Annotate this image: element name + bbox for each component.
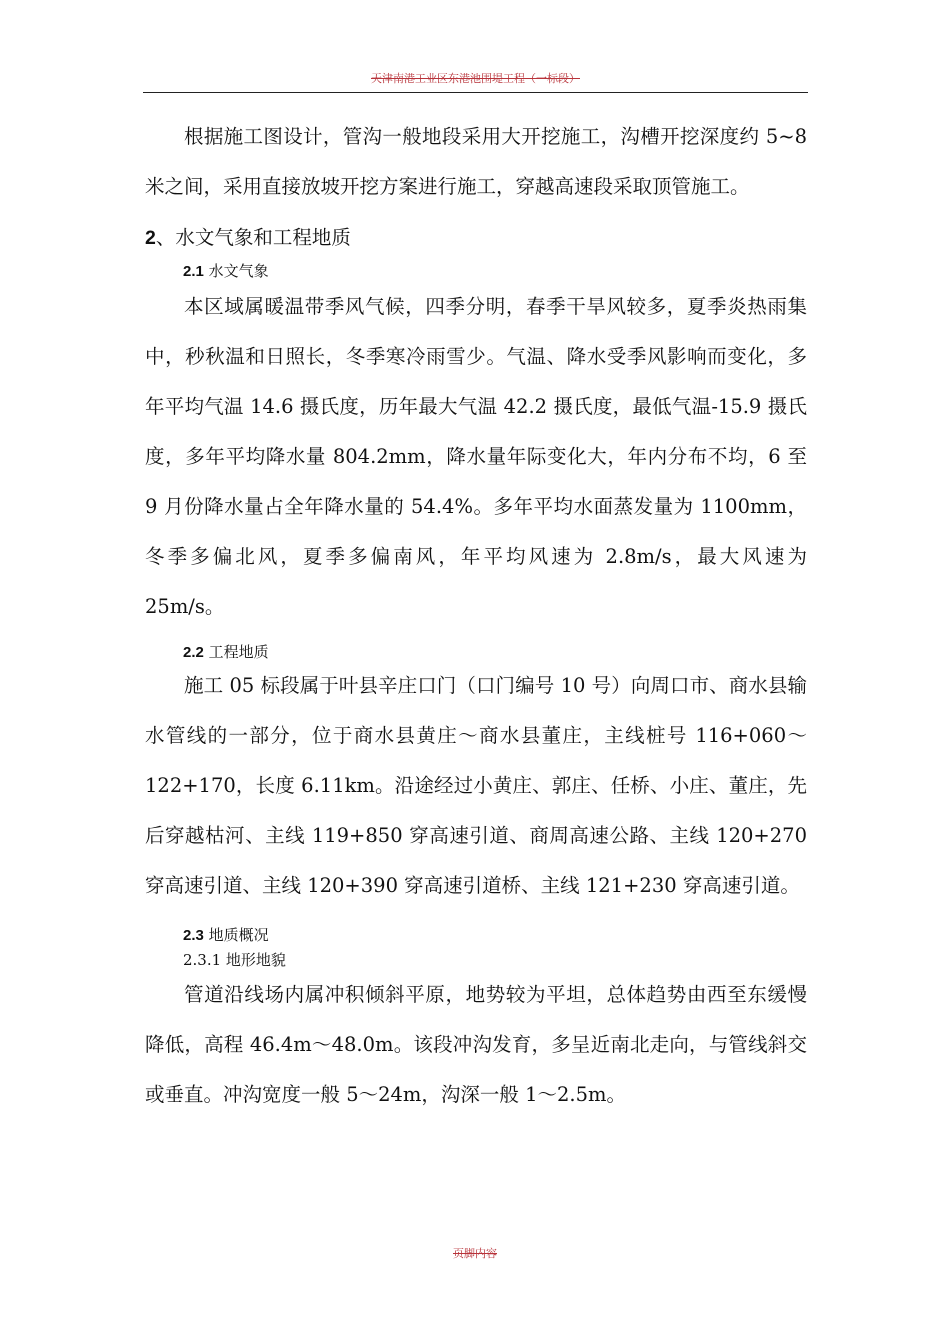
section-heading-2-3 <box>183 925 807 946</box>
section-2-2-title: 工程地质 <box>203 643 269 661</box>
section-2-2-number: 2.2 <box>183 644 204 661</box>
section-2-3-title: 地质概况 <box>203 926 269 944</box>
paragraph-engineering-geology: 施工 05 标段属于叶县辛庄口门（口门编号 10 号）向周口市、商水县输水管线的一部分，位于商水县黄庄～商水县董庄，主线桩号 116+060～122+170，长度 6.11km。沿途经过小黄庄、郭庄、任桥、小庄、董庄，先后穿越枯河、主线 119+850 穿高速引道、商周高速公路、主线 120+270 穿高速引道、主线 120+390 穿高速引道桥、主线 121+230 穿高速引道。 <box>145 674 807 897</box>
paragraph-terrain: 管道沿线场内属冲积倾斜平原，地势较为平坦，总体趋势由西至东缓慢降低，高程 46.4m～48.0m。该段冲沟发育，多呈近南北走向，与管线斜交或垂直。冲沟宽度一般 5～24m，沟深一般 1～2.5m。 <box>145 983 807 1106</box>
footer-text: 页脚内容 <box>453 1247 497 1260</box>
section-2-1-title: 水文气象 <box>203 262 269 280</box>
section-heading-2-2 <box>183 642 807 663</box>
section-2-number: 2 <box>145 227 156 249</box>
section-heading-2-3-1: 2.3.1 地形地貌 <box>183 951 286 969</box>
page-header <box>143 70 808 93</box>
section-2-3-number: 2.3 <box>183 927 204 944</box>
section-heading-2 <box>145 225 807 251</box>
page-footer <box>0 1245 950 1261</box>
section-heading-2-1 <box>183 261 807 282</box>
header-title: 天津南港工业区东港池围堤工程（一标段） <box>371 72 580 85</box>
paragraph-construction-method: 根据施工图设计，管沟一般地段采用大开挖施工，沟槽开挖深度约 5~8 米之间，采用直接放坡开挖方案进行施工，穿越高速段采取顶管施工。 <box>145 125 807 198</box>
section-2-title: 、水文气象和工程地质 <box>155 226 351 249</box>
paragraph-hydrology-climate: 本区域属暖温带季风气候，四季分明，春季干旱风较多，夏季炎热雨集中，秒秋温和日照长，冬季寒冷雨雪少。气温、降水受季风影响而变化，多年平均气温 14.6 摄氏度，历年最大气温 42.2 摄氏度，最低气温-15.9 摄氏度，多年平均降水量 804.2mm，降水量年际变化大，年内分布不均，6 至 9 月份降水量占全年降水量的 54.4%。多年平均水面蒸发量为 1100mm，冬季多偏北风，夏季多偏南风，年平均风速为 2.8m/s，最大风速为 25m/s。 <box>145 295 807 618</box>
document-body <box>145 112 807 1120</box>
section-2-1-number: 2.1 <box>183 263 204 280</box>
